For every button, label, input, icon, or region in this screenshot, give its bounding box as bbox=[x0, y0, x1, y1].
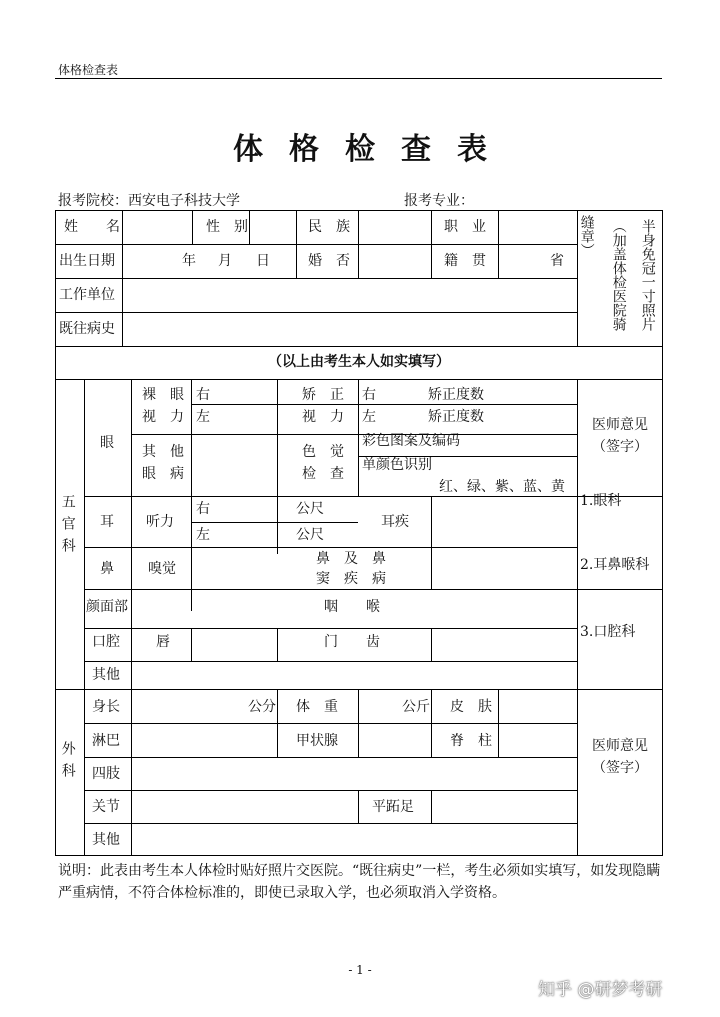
corrected-vision-label: 矫 正 bbox=[302, 387, 344, 403]
facial-doctor-opinion-label: 医师意见 bbox=[592, 417, 648, 433]
running-header: 体格检查表 bbox=[58, 63, 119, 77]
page-title: 体格检查表 bbox=[233, 132, 513, 167]
grid-line bbox=[122, 211, 123, 346]
left-eye-label: 左 bbox=[196, 409, 210, 425]
nose-label: 鼻 bbox=[100, 561, 114, 577]
thyroid-label: 甲状腺 bbox=[296, 733, 338, 749]
dept-oral-label: 3.口腔科 bbox=[580, 624, 636, 640]
facial-doctor-sign-label: （签字） bbox=[592, 439, 648, 455]
grid-line bbox=[431, 496, 432, 554]
work-unit-label: 工作单位 bbox=[59, 287, 115, 303]
flatfoot-label: 平跖足 bbox=[372, 799, 414, 815]
ethnicity-label: 民 族 bbox=[308, 219, 350, 235]
correction-degree-label: 矫正度数 bbox=[428, 387, 484, 403]
header-rule bbox=[55, 78, 662, 79]
grid-line bbox=[84, 689, 85, 855]
grid-line bbox=[56, 689, 662, 690]
name-label: 姓 名 bbox=[64, 219, 120, 235]
grid-line bbox=[191, 379, 192, 554]
ear-disease-label: 耳疾 bbox=[381, 514, 409, 530]
sinus-disease-label: 窦 疾 病 bbox=[316, 571, 386, 587]
grid-line bbox=[84, 496, 577, 497]
grid-line bbox=[277, 379, 278, 554]
grid-line bbox=[577, 379, 578, 855]
grid-line bbox=[249, 211, 250, 245]
face-label: 颜面部 bbox=[86, 599, 128, 615]
page-number: - 1 - bbox=[348, 963, 372, 977]
lymph-label: 淋巴 bbox=[92, 733, 120, 749]
grid-line bbox=[431, 211, 432, 279]
ear-label: 耳 bbox=[100, 514, 114, 530]
grid-line bbox=[131, 434, 577, 435]
joints-label: 关节 bbox=[92, 799, 120, 815]
colors-list: 红、绿、紫、蓝、黄 bbox=[439, 479, 565, 495]
other-eye-disease-label: 其 他 bbox=[142, 444, 184, 460]
photo-instruction: 缝章） bbox=[578, 215, 595, 257]
grid-line bbox=[358, 379, 359, 496]
grid-line bbox=[358, 790, 359, 823]
meters-unit: 公尺 bbox=[296, 527, 324, 543]
right-ear-label: 右 bbox=[196, 501, 210, 517]
kg-unit: 公斤 bbox=[402, 699, 430, 715]
medical-history-label: 既往病史 bbox=[59, 321, 115, 337]
photo-instruction: 半身免冠一寸照片 bbox=[639, 219, 656, 331]
grid-line bbox=[84, 379, 85, 689]
color-vision-label: 检 查 bbox=[302, 466, 344, 482]
right-eye-label: 右 bbox=[196, 387, 210, 403]
grid-line bbox=[84, 547, 577, 548]
naked-vision-label: 裸 眼 bbox=[142, 387, 184, 403]
occupation-label: 职 业 bbox=[444, 219, 486, 235]
watermark: 知乎 @研梦考研 bbox=[538, 980, 663, 1000]
school-label: 报考院校： bbox=[58, 193, 128, 209]
grid-line bbox=[191, 522, 358, 523]
color-vision-label: 色 觉 bbox=[302, 444, 344, 460]
native-place-label: 籍 贯 bbox=[444, 253, 486, 269]
grid-line bbox=[431, 790, 432, 823]
dept-eye-label: 1.眼科 bbox=[580, 493, 622, 509]
grid-line bbox=[358, 211, 359, 279]
grid-line bbox=[56, 312, 577, 313]
spine-label: 脊 柱 bbox=[450, 733, 492, 749]
grid-line bbox=[84, 757, 577, 758]
eye-label: 眼 bbox=[100, 435, 114, 451]
left-ear-label: 左 bbox=[196, 527, 210, 543]
grid-line bbox=[56, 379, 662, 380]
grid-line bbox=[191, 404, 577, 405]
month-label: 月 bbox=[218, 253, 232, 269]
exam-form-table bbox=[55, 210, 663, 856]
footnote: 说明：此表由考生本人体检时贴好照片交医院。“既往病史”一栏，考生必须如实填写，如发现隐瞒严重病情，不符合体检标准的，即使已录取入学，也必须取消入学资格。 bbox=[58, 863, 661, 901]
grid-line bbox=[131, 589, 132, 689]
limbs-label: 四肢 bbox=[92, 766, 120, 782]
birth-date-label: 出生日期 bbox=[59, 253, 115, 269]
grid-line bbox=[131, 689, 132, 855]
grid-line bbox=[191, 547, 192, 611]
facial-other-label: 其他 bbox=[92, 667, 120, 683]
grid-line bbox=[192, 211, 193, 245]
province-label: 省 bbox=[550, 253, 564, 269]
left-corrected-label: 左 bbox=[362, 409, 376, 425]
grid-line bbox=[498, 211, 499, 279]
sinus-disease-label: 鼻 及 鼻 bbox=[316, 551, 386, 567]
grid-line bbox=[56, 346, 662, 347]
marital-label: 婚 否 bbox=[308, 253, 350, 269]
grid-line bbox=[431, 547, 432, 589]
hearing-label: 听力 bbox=[146, 514, 174, 530]
other-eye-disease-label: 眼 病 bbox=[142, 466, 184, 482]
grid-line bbox=[84, 589, 577, 590]
smell-label: 嗅觉 bbox=[148, 561, 176, 577]
grid-line bbox=[277, 628, 278, 661]
major-label: 报考专业： bbox=[404, 193, 474, 209]
grid-line bbox=[84, 628, 577, 629]
dept-ent-label: 2.耳鼻喉科 bbox=[580, 557, 650, 573]
major-field bbox=[404, 190, 474, 210]
cm-unit: 公分 bbox=[248, 699, 276, 715]
corrected-vision-label: 视 力 bbox=[302, 409, 344, 425]
gender-label: 性 别 bbox=[206, 219, 248, 235]
right-corrected-label: 右 bbox=[362, 387, 376, 403]
meters-unit: 公尺 bbox=[296, 501, 324, 517]
teeth-label: 门 齿 bbox=[324, 634, 380, 650]
grid-line bbox=[577, 589, 662, 590]
weight-label: 体 重 bbox=[296, 699, 338, 715]
school-field bbox=[58, 190, 240, 210]
surgery-section-label: 外科 bbox=[59, 741, 76, 785]
facial-section-label: 五官科 bbox=[59, 494, 76, 560]
mono-color-label: 单颜色识别 bbox=[362, 457, 432, 473]
surgery-doctor-sign-label: （签字） bbox=[592, 760, 648, 776]
grid-line bbox=[296, 211, 297, 279]
grid-line bbox=[84, 723, 577, 724]
year-label: 年 bbox=[182, 253, 196, 269]
mouth-label: 口腔 bbox=[92, 634, 120, 650]
skin-label: 皮 肤 bbox=[450, 699, 492, 715]
photo-instruction: （加盖体检医院骑 bbox=[610, 219, 627, 331]
grid-line bbox=[84, 790, 577, 791]
lip-label: 唇 bbox=[156, 634, 170, 650]
self-fill-note: （以上由考生本人如实填写） bbox=[268, 354, 450, 370]
grid-line bbox=[191, 628, 192, 661]
day-label: 日 bbox=[256, 253, 270, 269]
throat-label: 咽 喉 bbox=[324, 599, 380, 615]
color-pattern-label: 彩色图案及编码 bbox=[362, 433, 460, 449]
grid-line bbox=[84, 823, 577, 824]
surgery-doctor-opinion-label: 医师意见 bbox=[592, 738, 648, 754]
school-value: 西安电子科技大学 bbox=[128, 193, 240, 209]
correction-degree-label: 矫正度数 bbox=[428, 409, 484, 425]
grid-line bbox=[431, 628, 432, 661]
naked-vision-label: 视 力 bbox=[142, 409, 184, 425]
grid-line bbox=[84, 661, 577, 662]
surgery-other-label: 其他 bbox=[92, 832, 120, 848]
height-label: 身长 bbox=[92, 699, 120, 715]
